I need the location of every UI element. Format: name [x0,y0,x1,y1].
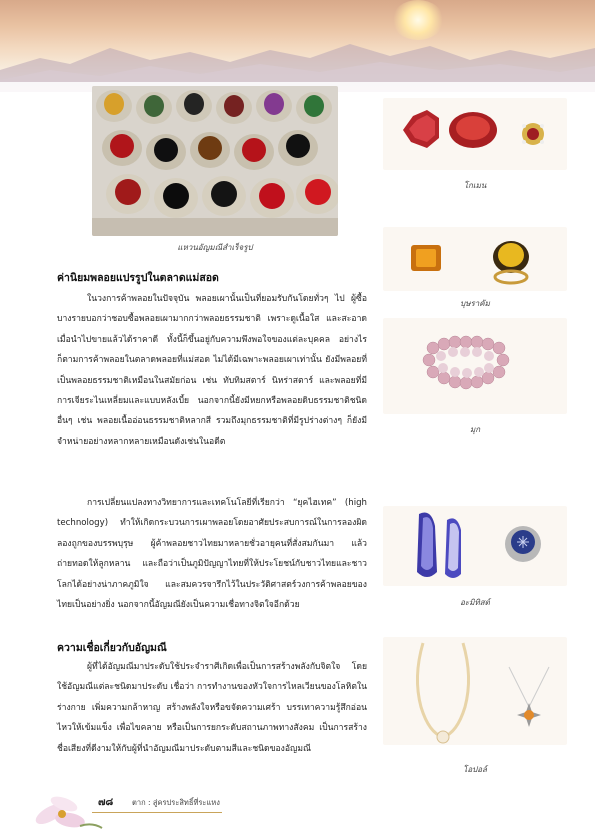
section1-paragraph1-text: ในวงการค้าพลอยในปัจจุบัน พลอยเผานั้นเป็นที่ยอมรับกันโดยทั่วๆ ไป ผู้ซื้อบางรายบอกว่าชอบซื้อพลอยเผามากกว่าพลอยธรรมชาติ เพราะดูเนื้อใส และสะอาด เมื่อนำไปขายแล้วได้ราคาดี ทั้งนี้ก็ขึ้นอยู่กับความพึงพอใจของแต่ละบุคคล อย่างไรก็ตามการค้าพลอยในตลาดพลอยที่แม่สอด ไม่ได้มีเฉพาะพลอยเผาเท่านั้น ยังมีพลอยที่เป็นพลอยธรรมชาติเหมือนในสมัยก่อน เช่น ทับทิมสตาร์ นิหร่าสตาร์ และพลอยที่มีการเจียระไนเหลี่ยมและแบบหลังเบี้ย นอกจากนี้ยังมีหยกหรือพลอยดิบธรรมชาติชนิดอื่นๆ เช่น พลอยเนื้ออ่อนธรรมชาติหลากสี รวมถึงมุกธรรมชาติที่มีรูปร่างต่างๆ ก็ยังมีจำหน่ายอย่างหลากหลายเหมือนดังเช่นในอดีต [57,294,367,447]
page-number: ๗๘ [98,797,114,808]
opal-photo [383,637,567,745]
footer-decoration [0,790,595,836]
header-banner [0,0,595,92]
footer-title: ตาก : สู่ครประสิทธิ์ที่ระแหง [132,798,220,807]
garnet-caption: โกเมน [463,181,487,190]
garnet-photo [383,98,567,170]
orchid-flower-icon [20,790,130,836]
section-heading-market: ค่านิยมพลอยแปรรูปในตลาดแม่สอด [57,272,219,284]
sapphire-photo [383,506,567,586]
pearl-photo [383,318,567,414]
pearl-caption: มุก [469,425,481,434]
section-heading-beliefs: ความเชื่อเกี่ยวกับอัญมณี [57,642,167,654]
section1-paragraph2 [57,493,367,618]
topaz-photo [383,227,567,291]
topaz-caption: บุษราคัม [460,299,490,308]
sapphire-caption: อะมิทิสต์ [460,598,490,607]
rings-caption: แหวนอัญมณีสำเร็จรูป [177,243,253,252]
rings-photo [92,86,338,236]
section1-paragraph1 [57,289,367,489]
footer-rule [92,812,222,813]
section2-paragraph1 [57,657,367,782]
opal-caption: โอปอล์ [463,765,487,774]
mountain-silhouette [0,0,595,92]
section1-paragraph2-text: การเปลี่ยนแปลงทางวิทยาการและเทคโนโลยีที่เรียกว่า “ยุคไฮเทค” (high technology) ทำให้เกิดกระบวนการเผาพลอยโดยอาศัยประสบการณ์ในการลองผิดลองถูกของบรรพบุรุษ ผู้ค้าพลอยชาวไทยมาหลายชั่วอายุคนที่สั่งสมกันมา แล้วถ่ายทอดให้ลูกหลาน และถือว่าเป็นภูมิปัญญาไทยที่ให้ประโยชน์กับชาวไทยและชาวโลกได้อย่างน่าภาคภูมิใจ และสมควรจารึกไว้ในประวัติศาสตร์วงการค้าพลอยของไทยเป็นอย่างยิ่ง นอกจากนี้อัญมณียังเป็นความเชื่อทางจิตใจอีกด้วย [57,498,367,611]
section2-paragraph1-text: ผู้ที่ได้อัญมณีมาประดับใช้ประจำราศีเกิดเพื่อเป็นการสร้างพลังกับจิตใจ โดยใช้อัญมณีแต่ละชนิดมาประดับ เชื่อว่า การทำงานของหัวใจการไหลเวียนของโลหิตในร่างกาย เพิ่มความกล้าหาญ สร้างพลังใจหรือขจัดความเศร้า บรรเทาความรู้สึกอ่อนไหวให้เข้มแข็ง เพื่อไขคลาย หรือเป็นการยกระดับสถานภาพทางสังคม เป็นการสร้างชื่อเสียงที่ดีงามให้กับผู้ที่นำอัญมณีมาประดับตามสีและชนิดของอัญมณี [57,662,367,754]
